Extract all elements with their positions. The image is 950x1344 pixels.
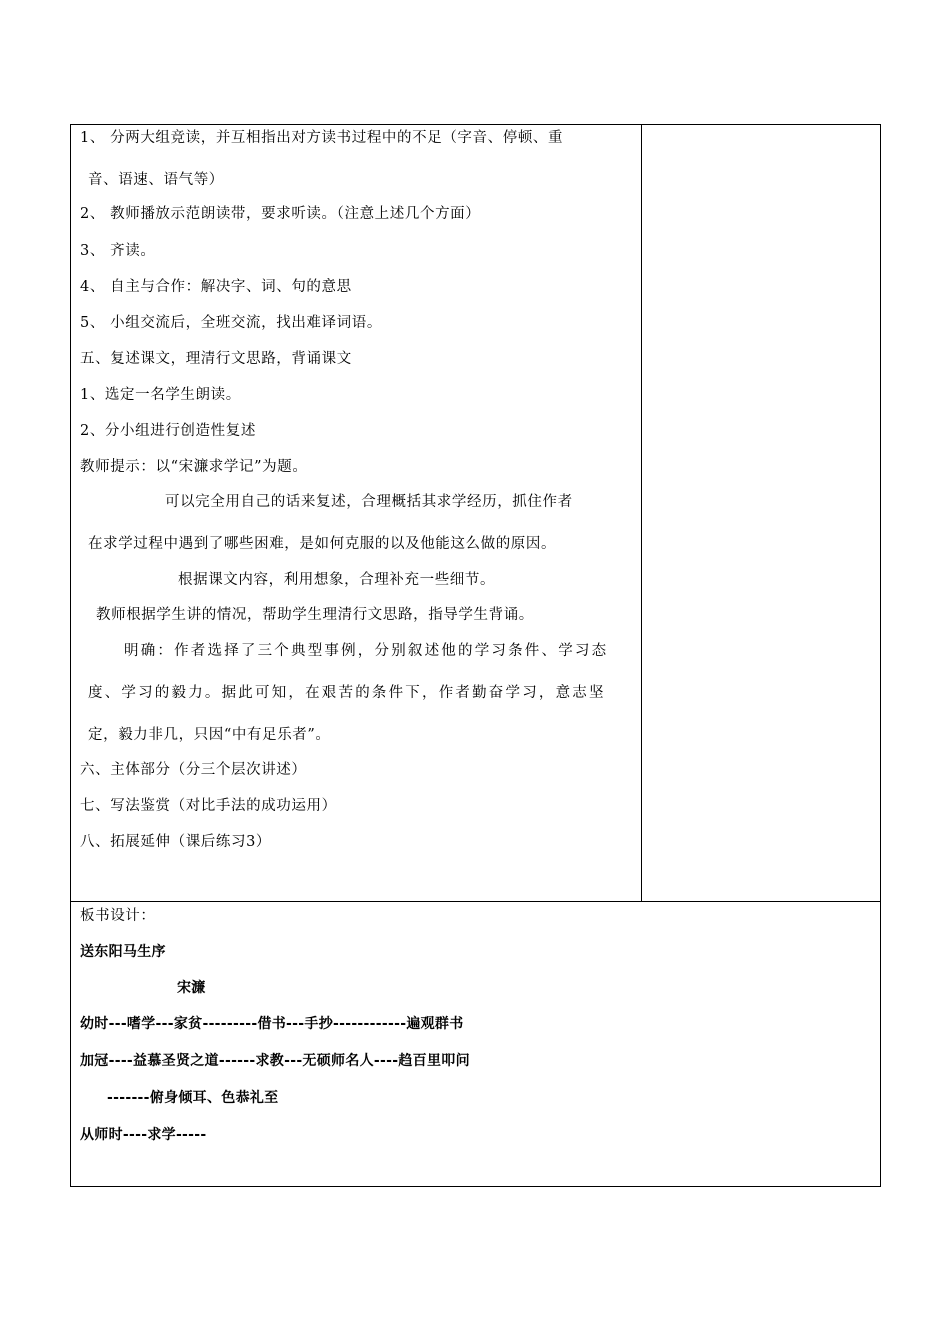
- board-line: 幼时---嗜学---家贫---------借书---手抄------------遍观群书: [80, 1016, 464, 1032]
- notes-cell: [642, 125, 881, 902]
- lesson-line: 明确：作者选择了三个典型事例，分别叙述他的学习条件、学习态: [124, 643, 609, 659]
- lesson-line: 根据课文内容，利用想象，合理补充一些细节。: [178, 572, 496, 588]
- lesson-line: 2、分小组进行创造性复述: [80, 423, 256, 439]
- lesson-line: 教师根据学生讲的情况，帮助学生理清行文思路，指导学生背诵。: [96, 607, 534, 623]
- section-heading: 七、写法鉴赏（对比手法的成功运用）: [80, 798, 337, 814]
- board-author: 宋濂: [177, 980, 206, 996]
- lesson-line: 4、 自主与合作：解决字、词、句的意思: [80, 279, 352, 295]
- board-title: 送东阳马生序: [80, 944, 166, 960]
- lesson-line: 2、 教师播放示范朗读带，要求听读。（注意上述几个方面）: [80, 206, 481, 222]
- lesson-line: 在求学过程中遇到了哪些困难，是如何克服的以及他能这么做的原因。: [88, 536, 557, 552]
- lesson-line: 1、 分两大组竞读，并互相指出对方读书过程中的不足（字音、停顿、重: [80, 130, 564, 146]
- lesson-content-cell: [71, 125, 642, 902]
- lesson-line: 音、语速、语气等）: [88, 172, 224, 188]
- board-line: 从师时----求学-----: [80, 1127, 207, 1143]
- board-line: -------俯身倾耳、色恭礼至: [107, 1090, 279, 1106]
- lesson-line: 3、 齐读。: [80, 243, 156, 259]
- lesson-line: 1、选定一名学生朗读。: [80, 387, 241, 403]
- lesson-line: 度、学习的毅力。据此可知，在艰苦的条件下，作者勤奋学习，意志坚: [88, 685, 606, 701]
- lesson-line: 教师提示：以“宋濂求学记”为题。: [80, 459, 308, 475]
- lesson-line: 定，毅力非几，只因“中有足乐者”。: [88, 727, 331, 743]
- board-line: 加冠----益慕圣贤之道------求教---无硕师名人----趋百里叩问: [80, 1053, 470, 1069]
- section-heading: 八、拓展延伸（课后练习3）: [80, 834, 272, 850]
- section-heading: 五、复述课文，理清行文思路，背诵课文: [80, 351, 352, 367]
- board-heading: 板书设计：: [80, 908, 156, 924]
- section-heading: 六、主体部分（分三个层次讲述）: [80, 762, 307, 778]
- lesson-line: 可以完全用自己的话来复述，合理概括其求学经历，抓住作者: [165, 494, 573, 510]
- lesson-line: 5、 小组交流后，全班交流，找出难译词语。: [80, 315, 382, 331]
